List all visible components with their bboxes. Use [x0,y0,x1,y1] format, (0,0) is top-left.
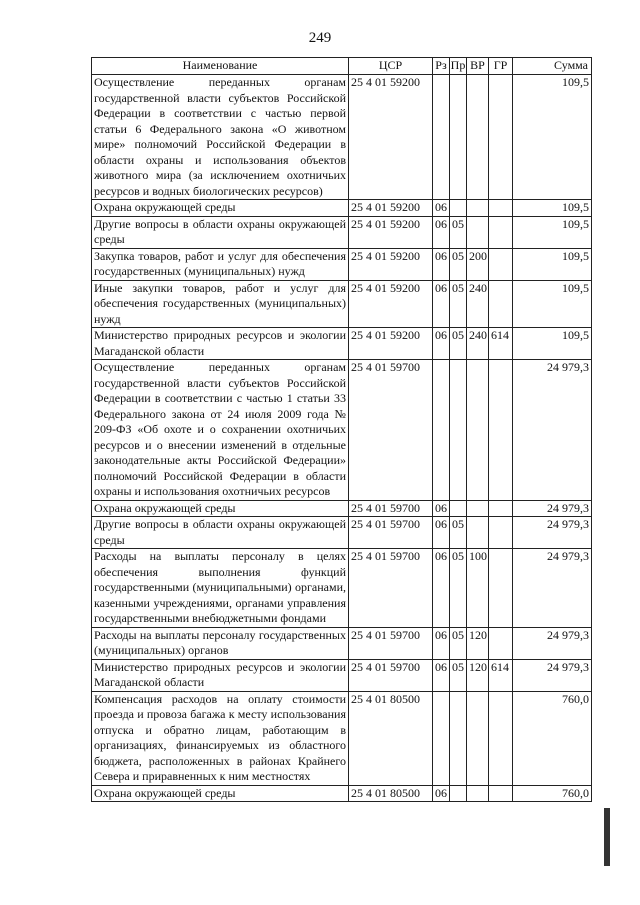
page-number: 249 [308,30,332,46]
cell-gr [489,691,513,785]
cell-name: Компенсация расходов на оплату стоимости проезда и провоза багажа к месту использования отпуска и обратно лицам, работающим в организациях, финансируемых из областного бюджета, расположенных в районах Крайнего Севера и приравненных к ним местностях [92,691,349,785]
table-row [92,216,592,248]
cell-sum: 109,5 [513,280,592,328]
cell-rz: 06 [433,216,450,248]
budget-table [91,57,592,802]
table-header-row [92,58,592,75]
cell-sum: 24 979,3 [513,659,592,691]
cell-name: Осуществление переданных органам государственной власти субъектов Российской Федерации в соответствии с частью первой статьи 6 Федерального закона «О животном мире» полномочий Российской Федерации в области охраны и использования объектов животного мира (за исключением охотничьих ресурсов и водных биологических ресурсов) [92,75,349,200]
header-rz: Рз [433,58,450,75]
cell-name: Охрана окружающей среды [92,785,349,802]
cell-vr: 120 [467,627,489,659]
cell-pr: 05 [450,549,467,628]
cell-csr: 25 4 01 80500 [349,691,433,785]
cell-vr [467,691,489,785]
header-csr: ЦСР [349,58,433,75]
table-row [92,500,592,517]
cell-pr [450,691,467,785]
cell-rz: 06 [433,280,450,328]
cell-vr: 240 [467,280,489,328]
cell-name: Расходы на выплаты персоналу государственных (муниципальных) органов [92,627,349,659]
cell-gr [489,360,513,501]
cell-pr: 05 [450,659,467,691]
cell-vr [467,517,489,549]
cell-csr: 25 4 01 59700 [349,549,433,628]
cell-csr: 25 4 01 59700 [349,627,433,659]
table-row [92,360,592,501]
cell-rz: 06 [433,659,450,691]
cell-pr: 05 [450,280,467,328]
cell-name: Министерство природных ресурсов и экологии Магаданской области [92,328,349,360]
cell-rz: 06 [433,328,450,360]
cell-csr: 25 4 01 59200 [349,216,433,248]
cell-csr: 25 4 01 59700 [349,500,433,517]
cell-pr: 05 [450,328,467,360]
cell-sum: 109,5 [513,328,592,360]
cell-csr: 25 4 01 59200 [349,328,433,360]
cell-csr: 25 4 01 59700 [349,659,433,691]
cell-gr [489,248,513,280]
cell-sum: 760,0 [513,691,592,785]
cell-sum: 109,5 [513,248,592,280]
cell-gr: 614 [489,659,513,691]
cell-gr [489,200,513,217]
cell-gr [489,500,513,517]
cell-sum: 109,5 [513,216,592,248]
table-row [92,75,592,200]
cell-sum: 109,5 [513,200,592,217]
cell-csr: 25 4 01 59200 [349,75,433,200]
cell-rz: 06 [433,549,450,628]
cell-csr: 25 4 01 59700 [349,360,433,501]
cell-gr [489,75,513,200]
cell-vr: 100 [467,549,489,628]
cell-name: Другие вопросы в области охраны окружающей среды [92,517,349,549]
cell-rz [433,691,450,785]
cell-name: Иные закупки товаров, работ и услуг для обеспечения государственных (муниципальных) нужд [92,280,349,328]
header-gr: ГР [489,58,513,75]
cell-rz: 06 [433,200,450,217]
header-name: Наименование [92,58,349,75]
cell-csr: 25 4 01 80500 [349,785,433,802]
cell-gr [489,517,513,549]
cell-gr [489,549,513,628]
cell-csr: 25 4 01 59200 [349,248,433,280]
cell-name: Охрана окружающей среды [92,200,349,217]
cell-pr: 05 [450,216,467,248]
cell-csr: 25 4 01 59700 [349,517,433,549]
cell-name: Другие вопросы в области охраны окружающей среды [92,216,349,248]
cell-vr [467,785,489,802]
cell-pr [450,200,467,217]
cell-vr [467,216,489,248]
cell-name: Осуществление переданных органам государственной власти субъектов Российской Федерации в соответствии с частью 1 статьи 33 Федерального закона от 24 июля 2009 года № 209-ФЗ «Об охоте и о сохранении охотничьих ресурсов и о внесении изменений в отдельные законодательные акты Российской Федерации» полномочий Российской Федерации в области охраны и использования охотничьих ресурсов [92,360,349,501]
table-row [92,517,592,549]
table-row [92,549,592,628]
cell-name: Расходы на выплаты персоналу в целях обеспечения выполнения функций государственными (муниципальными) органами, казенными учреждениями, органами управления государственными внебюджетными фондами [92,549,349,628]
table-row [92,280,592,328]
cell-sum: 24 979,3 [513,549,592,628]
table-row [92,248,592,280]
cell-sum: 109,5 [513,75,592,200]
cell-name: Закупка товаров, работ и услуг для обеспечения государственных (муниципальных) нужд [92,248,349,280]
table-row [92,659,592,691]
cell-rz: 06 [433,517,450,549]
table-row [92,328,592,360]
cell-gr: 614 [489,328,513,360]
cell-gr [489,785,513,802]
cell-gr [489,627,513,659]
table-row [92,785,592,802]
header-sum: Сумма [513,58,592,75]
cell-rz: 06 [433,248,450,280]
header-pr: Пр [450,58,467,75]
cell-pr [450,75,467,200]
cell-rz [433,75,450,200]
cell-sum: 24 979,3 [513,360,592,501]
cell-vr [467,500,489,517]
cell-rz: 06 [433,500,450,517]
cell-vr: 200 [467,248,489,280]
cell-sum: 760,0 [513,785,592,802]
cell-gr [489,216,513,248]
cell-pr [450,500,467,517]
table-body [92,75,592,802]
cell-sum: 24 979,3 [513,627,592,659]
cell-vr: 120 [467,659,489,691]
cell-sum: 24 979,3 [513,517,592,549]
header-vr: ВР [467,58,489,75]
cell-rz: 06 [433,627,450,659]
cell-rz [433,360,450,501]
cell-sum: 24 979,3 [513,500,592,517]
cell-vr: 240 [467,328,489,360]
cell-vr [467,75,489,200]
table-row [92,627,592,659]
cell-pr [450,360,467,501]
table-row [92,200,592,217]
cell-pr: 05 [450,517,467,549]
cell-csr: 25 4 01 59200 [349,280,433,328]
cell-vr [467,200,489,217]
cell-vr [467,360,489,501]
cell-name: Охрана окружающей среды [92,500,349,517]
cell-gr [489,280,513,328]
scan-edge-mark [604,808,610,866]
cell-rz: 06 [433,785,450,802]
cell-pr: 05 [450,248,467,280]
cell-csr: 25 4 01 59200 [349,200,433,217]
cell-pr [450,785,467,802]
cell-pr: 05 [450,627,467,659]
table-row [92,691,592,785]
cell-name: Министерство природных ресурсов и экологии Магаданской области [92,659,349,691]
